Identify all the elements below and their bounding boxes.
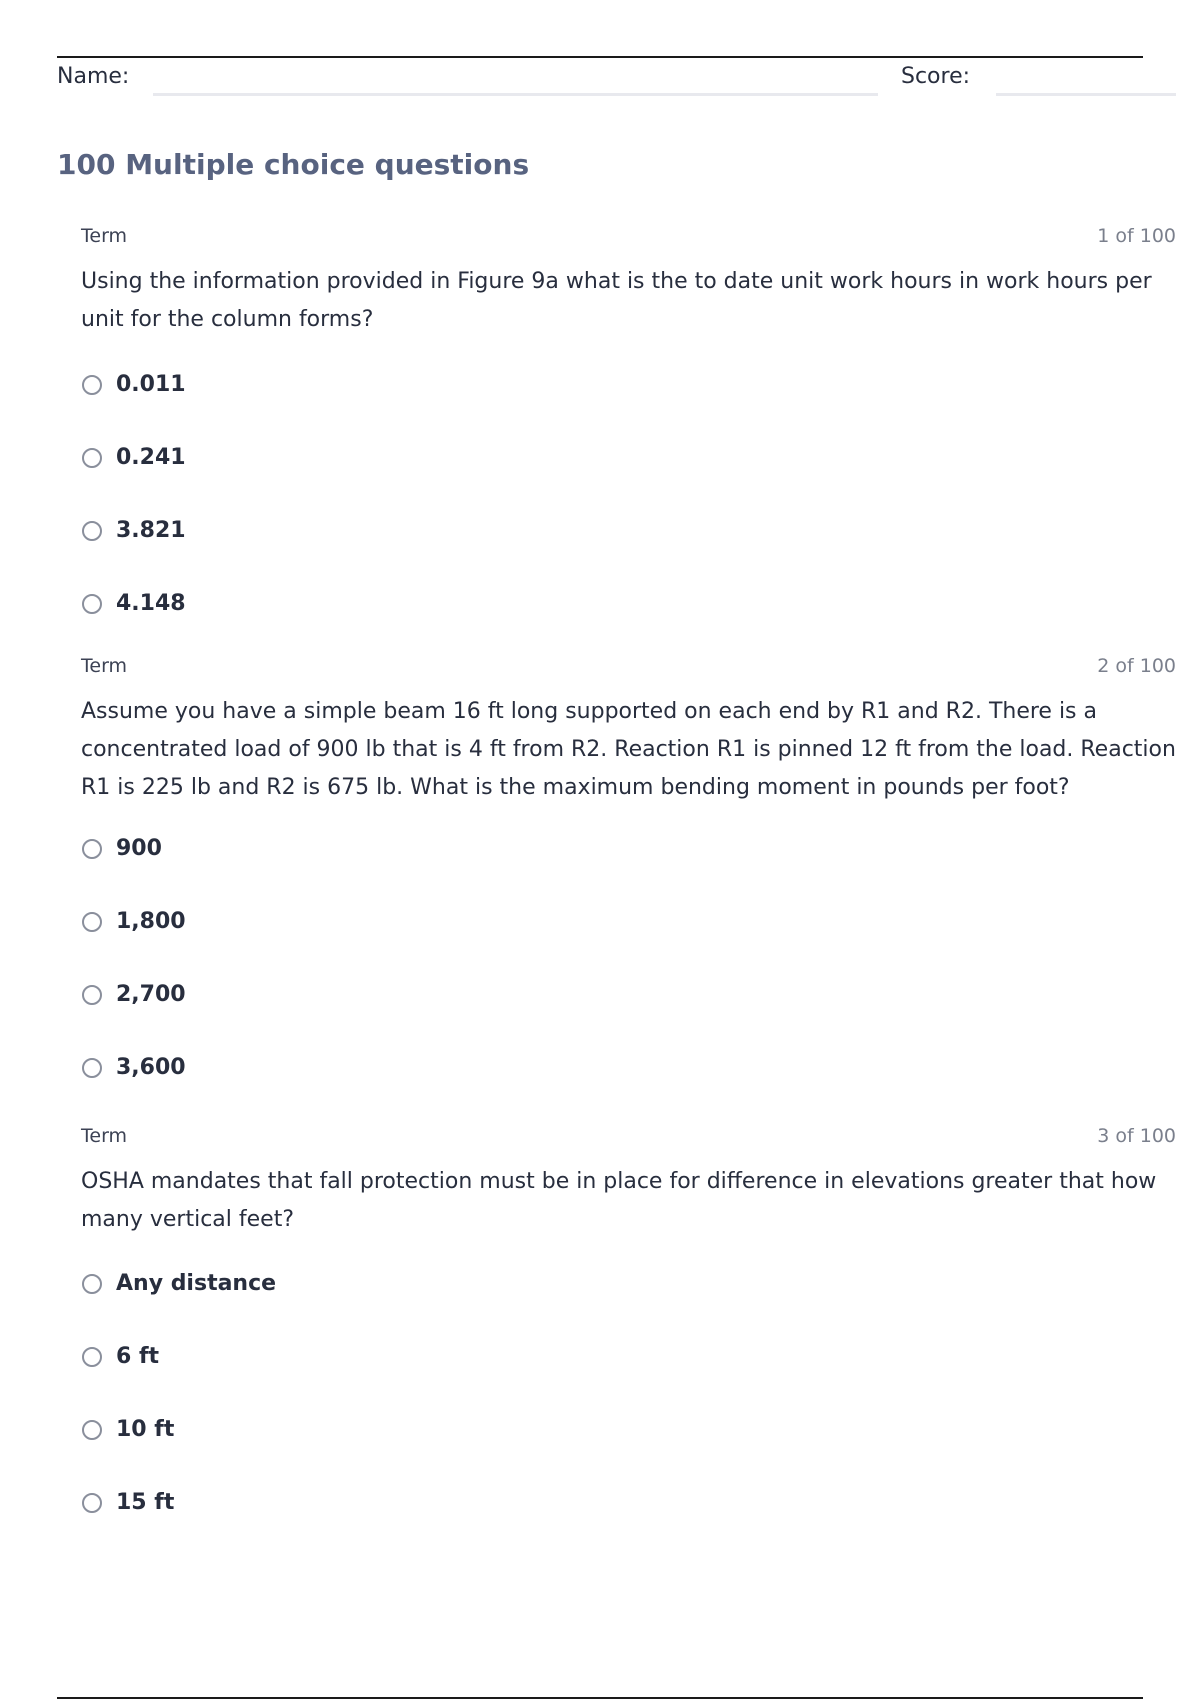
answer-option-label: Any distance [116, 1271, 277, 1296]
question-header [81, 225, 1176, 251]
radio-button-icon[interactable] [82, 1274, 102, 1294]
radio-button-icon[interactable] [82, 1347, 102, 1367]
answer-option-label: 0.241 [116, 445, 186, 470]
answer-options [81, 348, 1176, 640]
question-counter: 1 of 100 [1097, 225, 1176, 247]
page-title: 100 Multiple choice questions [57, 148, 530, 181]
answer-option-label: 10 ft [116, 1417, 175, 1442]
score-input-line[interactable] [996, 93, 1176, 96]
answer-option-label: 1,800 [116, 909, 186, 934]
answer-option[interactable] [81, 1031, 1176, 1104]
question-3 [81, 1125, 1176, 1539]
answer-options [81, 1247, 1176, 1539]
bottom-divider [57, 1697, 1143, 1699]
question-header [81, 655, 1176, 681]
radio-button-icon[interactable] [82, 912, 102, 932]
answer-option-label: 3,600 [116, 1055, 186, 1080]
answer-option[interactable] [81, 567, 1176, 640]
answer-option[interactable] [81, 1247, 1176, 1320]
answer-option-label: 900 [116, 836, 162, 861]
top-divider [57, 56, 1143, 58]
answer-option[interactable] [81, 885, 1176, 958]
radio-button-icon[interactable] [82, 1058, 102, 1078]
answer-option-label: 4.148 [116, 591, 186, 616]
question-2 [81, 655, 1176, 1104]
term-label: Term [81, 225, 128, 247]
answer-option[interactable] [81, 494, 1176, 567]
radio-button-icon[interactable] [82, 1493, 102, 1513]
radio-button-icon[interactable] [82, 375, 102, 395]
answer-option[interactable] [81, 421, 1176, 494]
radio-button-icon[interactable] [82, 521, 102, 541]
answer-option[interactable] [81, 812, 1176, 885]
question-text: Using the information provided in Figure 9a what is the to date unit work hours in work hours per unit for the column forms? [81, 269, 1152, 332]
name-input-line[interactable] [153, 93, 878, 96]
answer-option-label: 6 ft [116, 1344, 160, 1369]
answer-options [81, 812, 1176, 1104]
name-label: Name: [57, 64, 130, 89]
term-label: Term [81, 655, 128, 677]
radio-button-icon[interactable] [82, 448, 102, 468]
answer-option[interactable] [81, 1320, 1176, 1393]
answer-option-label: 0.011 [116, 372, 186, 397]
radio-button-icon[interactable] [82, 839, 102, 859]
score-label: Score: [901, 64, 971, 89]
question-1 [81, 225, 1176, 640]
question-header [81, 1125, 1176, 1151]
answer-option[interactable] [81, 1466, 1176, 1539]
answer-option[interactable] [81, 1393, 1176, 1466]
question-text: OSHA mandates that fall protection must be in place for difference in elevations greater that how many vertical feet? [81, 1169, 1157, 1232]
question-text: Assume you have a simple beam 16 ft long supported on each end by R1 and R2. There is a concentrated load of 900 lb that is 4 ft from R2. Reaction R1 is pinned 12 ft from the load. Reaction R1 is 225 lb and R2 is 675 lb. What is the maximum bending moment in pounds per foot? [81, 699, 1176, 800]
answer-option[interactable] [81, 348, 1176, 421]
answer-option-label: 15 ft [116, 1490, 175, 1515]
term-label: Term [81, 1125, 128, 1147]
radio-button-icon[interactable] [82, 594, 102, 614]
question-counter: 2 of 100 [1097, 655, 1176, 677]
radio-button-icon[interactable] [82, 1420, 102, 1440]
answer-option[interactable] [81, 958, 1176, 1031]
answer-option-label: 2,700 [116, 982, 186, 1007]
radio-button-icon[interactable] [82, 985, 102, 1005]
answer-option-label: 3.821 [116, 518, 186, 543]
question-counter: 3 of 100 [1097, 1125, 1176, 1147]
